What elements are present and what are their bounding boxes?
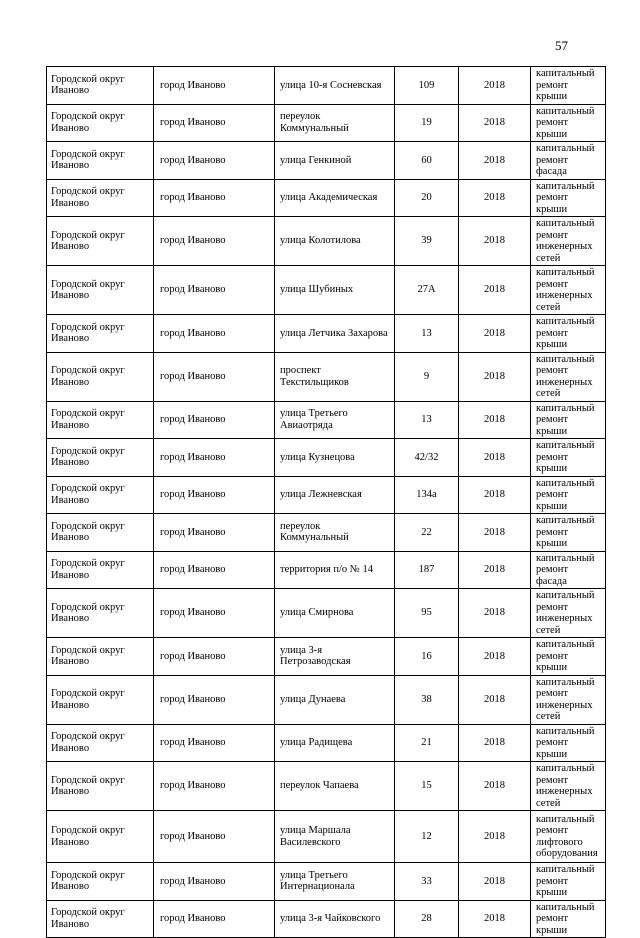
settlement-cell: город Иваново <box>154 352 275 401</box>
settlement-cell: город Иваново <box>154 476 275 514</box>
settlement-cell: город Иваново <box>154 551 275 589</box>
year-cell: 2018 <box>459 179 531 217</box>
year-cell: 2018 <box>459 476 531 514</box>
street-cell: улица Летчика Захарова <box>275 315 395 353</box>
settlement-cell: город Иваново <box>154 675 275 724</box>
year-cell: 2018 <box>459 266 531 315</box>
street-cell: проспект Текстильщиков <box>275 352 395 401</box>
municipality-cell: Городской округ Иваново <box>47 514 154 552</box>
work-type-cell: капитальный ремонт крыши <box>531 67 606 105</box>
table-row <box>47 401 606 439</box>
year-cell: 2018 <box>459 352 531 401</box>
house-number-cell: 13 <box>395 315 459 353</box>
house-number-cell: 95 <box>395 589 459 638</box>
house-number-cell: 38 <box>395 675 459 724</box>
settlement-cell: город Иваново <box>154 762 275 811</box>
year-cell: 2018 <box>459 675 531 724</box>
year-cell: 2018 <box>459 762 531 811</box>
year-cell: 2018 <box>459 900 531 938</box>
street-cell: улица Третьего Авиаотряда <box>275 401 395 439</box>
table-row <box>47 514 606 552</box>
settlement-cell: город Иваново <box>154 724 275 762</box>
municipality-cell: Городской округ Иваново <box>47 401 154 439</box>
settlement-cell: город Иваново <box>154 104 275 142</box>
work-type-cell: капитальный ремонт крыши <box>531 476 606 514</box>
table-row <box>47 638 606 676</box>
municipality-cell: Городской округ Иваново <box>47 217 154 266</box>
municipality-cell: Городской округ Иваново <box>47 104 154 142</box>
table-row <box>47 217 606 266</box>
table-row <box>47 315 606 353</box>
work-type-cell: капитальный ремонт крыши <box>531 514 606 552</box>
page-number: 57 <box>555 38 568 53</box>
municipality-cell: Городской округ Иваново <box>47 900 154 938</box>
house-number-cell: 60 <box>395 142 459 180</box>
municipality-cell: Городской округ Иваново <box>47 266 154 315</box>
street-cell: улица Кузнецова <box>275 439 395 477</box>
work-type-cell: капитальный ремонт крыши <box>531 401 606 439</box>
year-cell: 2018 <box>459 863 531 901</box>
year-cell: 2018 <box>459 104 531 142</box>
street-cell: улица 10-я Сосневская <box>275 67 395 105</box>
settlement-cell: город Иваново <box>154 900 275 938</box>
house-number-cell: 12 <box>395 811 459 863</box>
table-row <box>47 476 606 514</box>
municipality-cell: Городской округ Иваново <box>47 179 154 217</box>
house-number-cell: 28 <box>395 900 459 938</box>
work-type-cell: капитальный ремонт крыши <box>531 439 606 477</box>
year-cell: 2018 <box>459 638 531 676</box>
work-type-cell: капитальный ремонт крыши <box>531 863 606 901</box>
street-cell: улица Дунаева <box>275 675 395 724</box>
street-cell: улица 3-я Петрозаводская <box>275 638 395 676</box>
year-cell: 2018 <box>459 401 531 439</box>
table-row <box>47 179 606 217</box>
settlement-cell: город Иваново <box>154 439 275 477</box>
settlement-cell: город Иваново <box>154 266 275 315</box>
work-type-cell: капитальный ремонт крыши <box>531 315 606 353</box>
year-cell: 2018 <box>459 551 531 589</box>
settlement-cell: город Иваново <box>154 863 275 901</box>
municipality-cell: Городской округ Иваново <box>47 638 154 676</box>
municipality-cell: Городской округ Иваново <box>47 589 154 638</box>
street-cell: улица Маршала Василевского <box>275 811 395 863</box>
work-type-cell: капитальный ремонт лифтового оборудования <box>531 811 606 863</box>
house-number-cell: 13 <box>395 401 459 439</box>
house-number-cell: 21 <box>395 724 459 762</box>
year-cell: 2018 <box>459 67 531 105</box>
house-number-cell: 19 <box>395 104 459 142</box>
table-row <box>47 104 606 142</box>
house-number-cell: 20 <box>395 179 459 217</box>
year-cell: 2018 <box>459 514 531 552</box>
street-cell: улица Третьего Интернационала <box>275 863 395 901</box>
work-type-cell: капитальный ремонт крыши <box>531 724 606 762</box>
municipality-cell: Городской округ Иваново <box>47 439 154 477</box>
street-cell: улица 3-я Чайковского <box>275 900 395 938</box>
settlement-cell: город Иваново <box>154 811 275 863</box>
work-type-cell: капитальный ремонт крыши <box>531 900 606 938</box>
house-number-cell: 109 <box>395 67 459 105</box>
work-type-cell: капитальный ремонт крыши <box>531 179 606 217</box>
year-cell: 2018 <box>459 811 531 863</box>
municipality-cell: Городской округ Иваново <box>47 142 154 180</box>
year-cell: 2018 <box>459 142 531 180</box>
repair-schedule-table <box>46 66 606 938</box>
house-number-cell: 27А <box>395 266 459 315</box>
work-type-cell: капитальный ремонт инженерных сетей <box>531 762 606 811</box>
street-cell: переулок Чапаева <box>275 762 395 811</box>
table-row <box>47 142 606 180</box>
street-cell: улица Академическая <box>275 179 395 217</box>
settlement-cell: город Иваново <box>154 638 275 676</box>
municipality-cell: Городской округ Иваново <box>47 551 154 589</box>
municipality-cell: Городской округ Иваново <box>47 811 154 863</box>
house-number-cell: 15 <box>395 762 459 811</box>
work-type-cell: капитальный ремонт крыши <box>531 638 606 676</box>
municipality-cell: Городской округ Иваново <box>47 863 154 901</box>
work-type-cell: капитальный ремонт крыши <box>531 104 606 142</box>
settlement-cell: город Иваново <box>154 142 275 180</box>
house-number-cell: 33 <box>395 863 459 901</box>
municipality-cell: Городской округ Иваново <box>47 352 154 401</box>
table-row <box>47 67 606 105</box>
street-cell: переулок Коммунальный <box>275 104 395 142</box>
house-number-cell: 16 <box>395 638 459 676</box>
work-type-cell: капитальный ремонт инженерных сетей <box>531 217 606 266</box>
work-type-cell: капитальный ремонт инженерных сетей <box>531 675 606 724</box>
year-cell: 2018 <box>459 439 531 477</box>
street-cell: улица Колотилова <box>275 217 395 266</box>
work-type-cell: капитальный ремонт инженерных сетей <box>531 352 606 401</box>
settlement-cell: город Иваново <box>154 514 275 552</box>
street-cell: улица Лежневская <box>275 476 395 514</box>
year-cell: 2018 <box>459 724 531 762</box>
house-number-cell: 39 <box>395 217 459 266</box>
table-body <box>47 67 606 938</box>
street-cell: переулок Коммунальный <box>275 514 395 552</box>
house-number-cell: 187 <box>395 551 459 589</box>
municipality-cell: Городской округ Иваново <box>47 476 154 514</box>
street-cell: улица Шубиных <box>275 266 395 315</box>
municipality-cell: Городской округ Иваново <box>47 762 154 811</box>
table-row <box>47 675 606 724</box>
street-cell: территория п/о № 14 <box>275 551 395 589</box>
house-number-cell: 22 <box>395 514 459 552</box>
table-row <box>47 352 606 401</box>
settlement-cell: город Иваново <box>154 401 275 439</box>
year-cell: 2018 <box>459 217 531 266</box>
work-type-cell: капитальный ремонт инженерных сетей <box>531 266 606 315</box>
table-row <box>47 589 606 638</box>
work-type-cell: капитальный ремонт инженерных сетей <box>531 589 606 638</box>
settlement-cell: город Иваново <box>154 179 275 217</box>
year-cell: 2018 <box>459 589 531 638</box>
table-row <box>47 863 606 901</box>
house-number-cell: 9 <box>395 352 459 401</box>
municipality-cell: Городской округ Иваново <box>47 724 154 762</box>
table-row <box>47 724 606 762</box>
table-row <box>47 266 606 315</box>
settlement-cell: город Иваново <box>154 217 275 266</box>
work-type-cell: капитальный ремонт фасада <box>531 142 606 180</box>
street-cell: улица Радищева <box>275 724 395 762</box>
work-type-cell: капитальный ремонт фасада <box>531 551 606 589</box>
house-number-cell: 134а <box>395 476 459 514</box>
table-row <box>47 811 606 863</box>
table-row <box>47 439 606 477</box>
municipality-cell: Городской округ Иваново <box>47 67 154 105</box>
table-row <box>47 551 606 589</box>
municipality-cell: Городской округ Иваново <box>47 315 154 353</box>
street-cell: улица Смирнова <box>275 589 395 638</box>
table-row <box>47 900 606 938</box>
municipality-cell: Городской округ Иваново <box>47 675 154 724</box>
settlement-cell: город Иваново <box>154 315 275 353</box>
table-row <box>47 762 606 811</box>
house-number-cell: 42/32 <box>395 439 459 477</box>
street-cell: улица Генкиной <box>275 142 395 180</box>
year-cell: 2018 <box>459 315 531 353</box>
settlement-cell: город Иваново <box>154 589 275 638</box>
settlement-cell: город Иваново <box>154 67 275 105</box>
